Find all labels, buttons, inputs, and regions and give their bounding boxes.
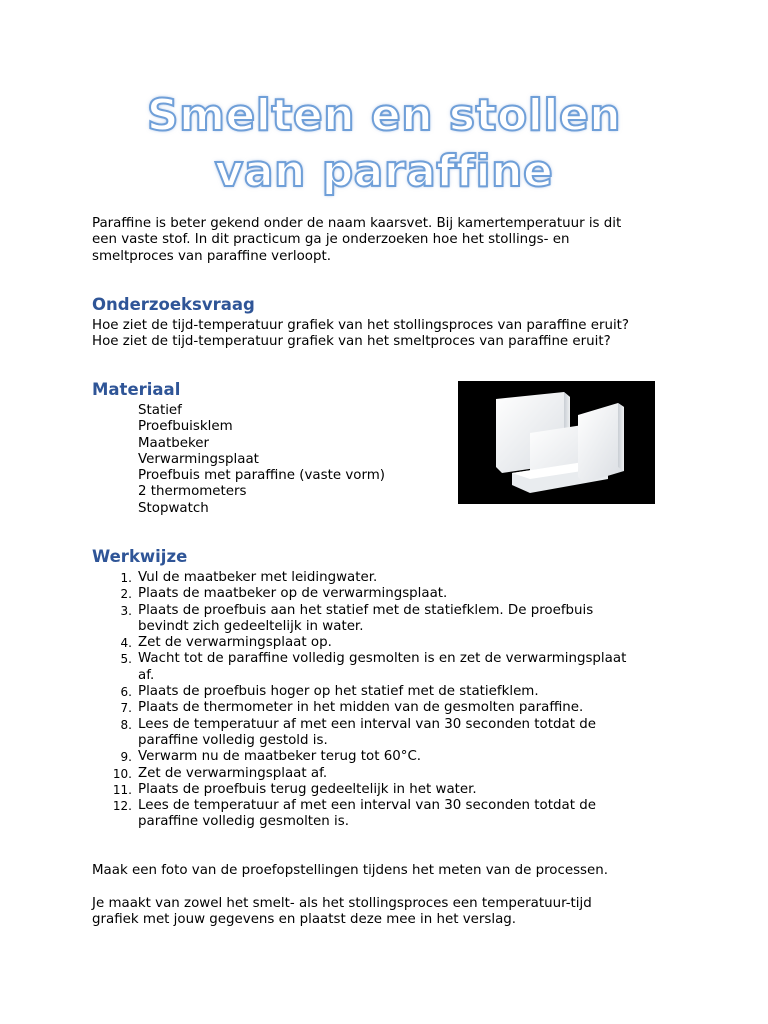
- step-item: [92, 684, 672, 700]
- method-steps-list: [92, 570, 672, 831]
- step-item: [92, 798, 672, 831]
- step-number: 9.: [120, 750, 132, 765]
- step-text: Zet de verwarmingsplaat af.: [138, 765, 328, 781]
- title-line-1: Smelten en stollen: [146, 90, 622, 141]
- step-text: af.: [138, 667, 155, 683]
- step-item: [92, 766, 672, 782]
- materials-list: [138, 403, 385, 517]
- step-item: [92, 651, 672, 684]
- list-item: Stopwatch: [138, 500, 209, 516]
- step-text: Plaats de maatbeker op de verwarmingsplaat.: [138, 586, 448, 602]
- photo-instruction: Maak een foto van de proefopstellingen tijdens het meten van de processen.: [92, 863, 609, 878]
- step-number: 1.: [120, 571, 132, 585]
- research-question-line: Hoe ziet de tijd-temperatuur grafiek van het stollingsproces van paraffine eruit?: [92, 318, 630, 333]
- step-text: Lees de temperatuur af met een interval van 30 seconden totdat de: [138, 798, 596, 814]
- graph-instruction: [92, 896, 682, 929]
- list-item: Verwarmingsplaat: [138, 451, 259, 467]
- step-text: Lees de temperatuur af met een interval van 30 seconden totdat de: [138, 716, 596, 732]
- materials-heading: Materiaal: [92, 380, 181, 399]
- step-number: 3.: [120, 603, 132, 618]
- list-item: 2 thermometers: [138, 484, 247, 500]
- paraffin-blocks-image: [458, 381, 655, 504]
- research-question-heading: Onderzoeksvraag: [92, 295, 255, 314]
- step-item: [92, 635, 672, 651]
- step-text: bevindt zich gedeeltelijk in water.: [138, 618, 364, 634]
- step-item: [92, 586, 672, 602]
- step-item: [92, 603, 672, 636]
- step-text: Plaats de proefbuis hoger op het statief met de statiefklem.: [138, 684, 539, 700]
- list-item: Proefbuisklem: [138, 419, 233, 435]
- document-title: [0, 88, 768, 200]
- method-heading: Werkwijze: [92, 547, 188, 566]
- step-item: [92, 570, 672, 586]
- list-item: Proefbuis met paraffine (vaste vorm): [138, 468, 386, 484]
- list-item: Maatbeker: [138, 435, 209, 451]
- step-number: 2.: [120, 587, 132, 602]
- step-number: 4.: [120, 636, 132, 651]
- graph-instruction-line: grafiek met jouw gegevens en plaatst deze mee in het verslag.: [92, 912, 517, 928]
- step-number: 5.: [120, 652, 132, 667]
- title-line-2: van paraffine: [214, 146, 554, 197]
- step-text: paraffine volledig gestold is.: [138, 732, 328, 748]
- step-text: Wacht tot de paraffine volledig gesmolten is en zet de verwarmingsplaat: [138, 651, 627, 667]
- step-text: Vul de maatbeker met leidingwater.: [138, 570, 378, 585]
- list-item: Statief: [138, 403, 182, 418]
- step-text: Plaats de proefbuis terug gedeeltelijk in het water.: [138, 781, 477, 797]
- step-text: Zet de verwarmingsplaat op.: [138, 635, 332, 651]
- graph-instruction-line: Je maakt van zowel het smelt- als het stollingsproces een temperatuur-tijd: [92, 896, 592, 911]
- step-number: 11.: [112, 782, 132, 797]
- step-number: 8.: [120, 717, 132, 732]
- intro-paragraph: [92, 216, 682, 265]
- step-number: 12.: [112, 799, 132, 814]
- step-item: [92, 749, 672, 765]
- step-number: 6.: [120, 685, 132, 700]
- intro-line: smeltproces van paraffine verloopt.: [92, 248, 331, 264]
- step-text: Plaats de proefbuis aan het statief met de statiefklem. De proefbuis: [138, 602, 594, 618]
- step-text: Plaats de thermometer in het midden van de gesmolten paraffine.: [138, 700, 584, 716]
- step-number: 10.: [112, 766, 132, 781]
- intro-line: een vaste stof. In dit practicum ga je onderzoeken hoe het stollings- en: [92, 232, 570, 248]
- step-text: paraffine volledig gesmolten is.: [138, 814, 349, 830]
- step-item: [92, 700, 672, 716]
- step-number: 7.: [120, 701, 132, 716]
- research-question-text: [92, 318, 682, 351]
- step-item: [92, 717, 672, 750]
- step-text: Verwarm nu de maatbeker terug tot 60°C.: [138, 749, 422, 765]
- research-question-line: Hoe ziet de tijd-temperatuur grafiek van het smeltproces van paraffine eruit?: [92, 334, 611, 350]
- step-item: [92, 782, 672, 798]
- intro-line: Paraffine is beter gekend onder de naam kaarsvet. Bij kamertemperatuur is dit: [92, 216, 622, 231]
